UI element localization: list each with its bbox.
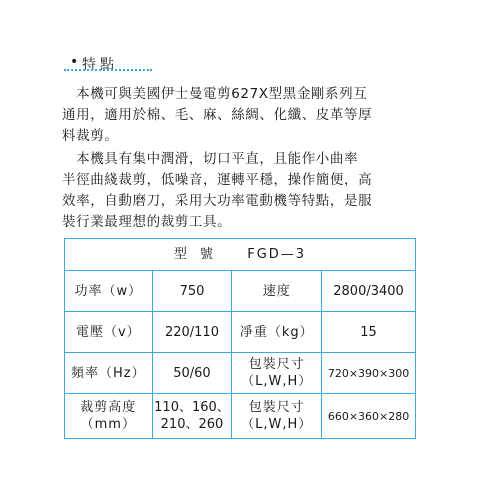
table-cell-value: 660×360×280 (322, 394, 416, 439)
table-header-row (65, 239, 416, 271)
model-label: 型 號 (173, 247, 213, 262)
heading-text: 特點 (82, 57, 118, 73)
table-cell-label: 凈重（kg） (232, 312, 322, 353)
label-line: （mm） (80, 417, 136, 432)
paragraph-line: 半徑曲綫裁剪，低噪音，運轉平穩，操作簡便，高 (62, 172, 373, 188)
spec-table (64, 238, 416, 439)
value-line: 210、260 (160, 417, 224, 432)
paragraph-line: 效率，自動磨刀，采用大功率電動機等特點，是服 (62, 193, 373, 209)
label-line: 包裝尺寸 (248, 357, 305, 372)
heading-dotted-rule (64, 69, 152, 71)
table-cell-value: 50/60 (152, 353, 232, 394)
table-cell-label (232, 353, 322, 394)
table-cell-value: 720×390×300 (322, 353, 416, 394)
label-line: 包裝尺寸 (248, 400, 305, 415)
label-line: （L,W,H） (241, 374, 313, 389)
paragraph-line: 本機具有集中潤滑，切口平直，且能作小曲率 (62, 151, 359, 167)
table-row (65, 271, 416, 312)
value-line: 110、160、 (154, 400, 230, 415)
label-line: （L,W,H） (241, 417, 313, 432)
table-row (65, 312, 416, 353)
model-cell (65, 239, 416, 271)
table-cell-value: 750 (152, 271, 232, 312)
table-row (65, 353, 416, 394)
table-row (65, 394, 416, 439)
label-line: 裁剪高度 (80, 400, 137, 415)
table-cell-label (232, 394, 322, 439)
section-heading (64, 54, 152, 74)
paragraph-compatibility (62, 84, 422, 147)
table-cell-label: 電壓（v） (65, 312, 153, 353)
table-cell-value (152, 394, 232, 439)
paragraph-line: 本機可與美國伊士曼電剪627X型黑金剛系列互 (62, 86, 368, 102)
table-cell-label: 功率（w） (65, 271, 153, 312)
table-cell-value: 220/110 (152, 312, 232, 353)
table-cell-label: 速度 (232, 271, 322, 312)
table-cell-label (65, 394, 153, 439)
model-value: FGD—3 (247, 247, 307, 262)
table-cell-label: 頻率（Hz） (65, 353, 153, 394)
table-cell-value: 15 (322, 312, 416, 353)
paragraph-line: 通用，適用於棉、毛、麻、絲綢、化纖、皮革等厚 (62, 107, 373, 123)
paragraph-line: 裝行業最理想的裁剪工具。 (62, 214, 232, 230)
paragraph-line: 料裁剪。 (62, 128, 119, 144)
heading-bullet: • (70, 54, 79, 70)
paragraph-features (62, 149, 422, 233)
table-cell-value: 2800/3400 (322, 271, 416, 312)
